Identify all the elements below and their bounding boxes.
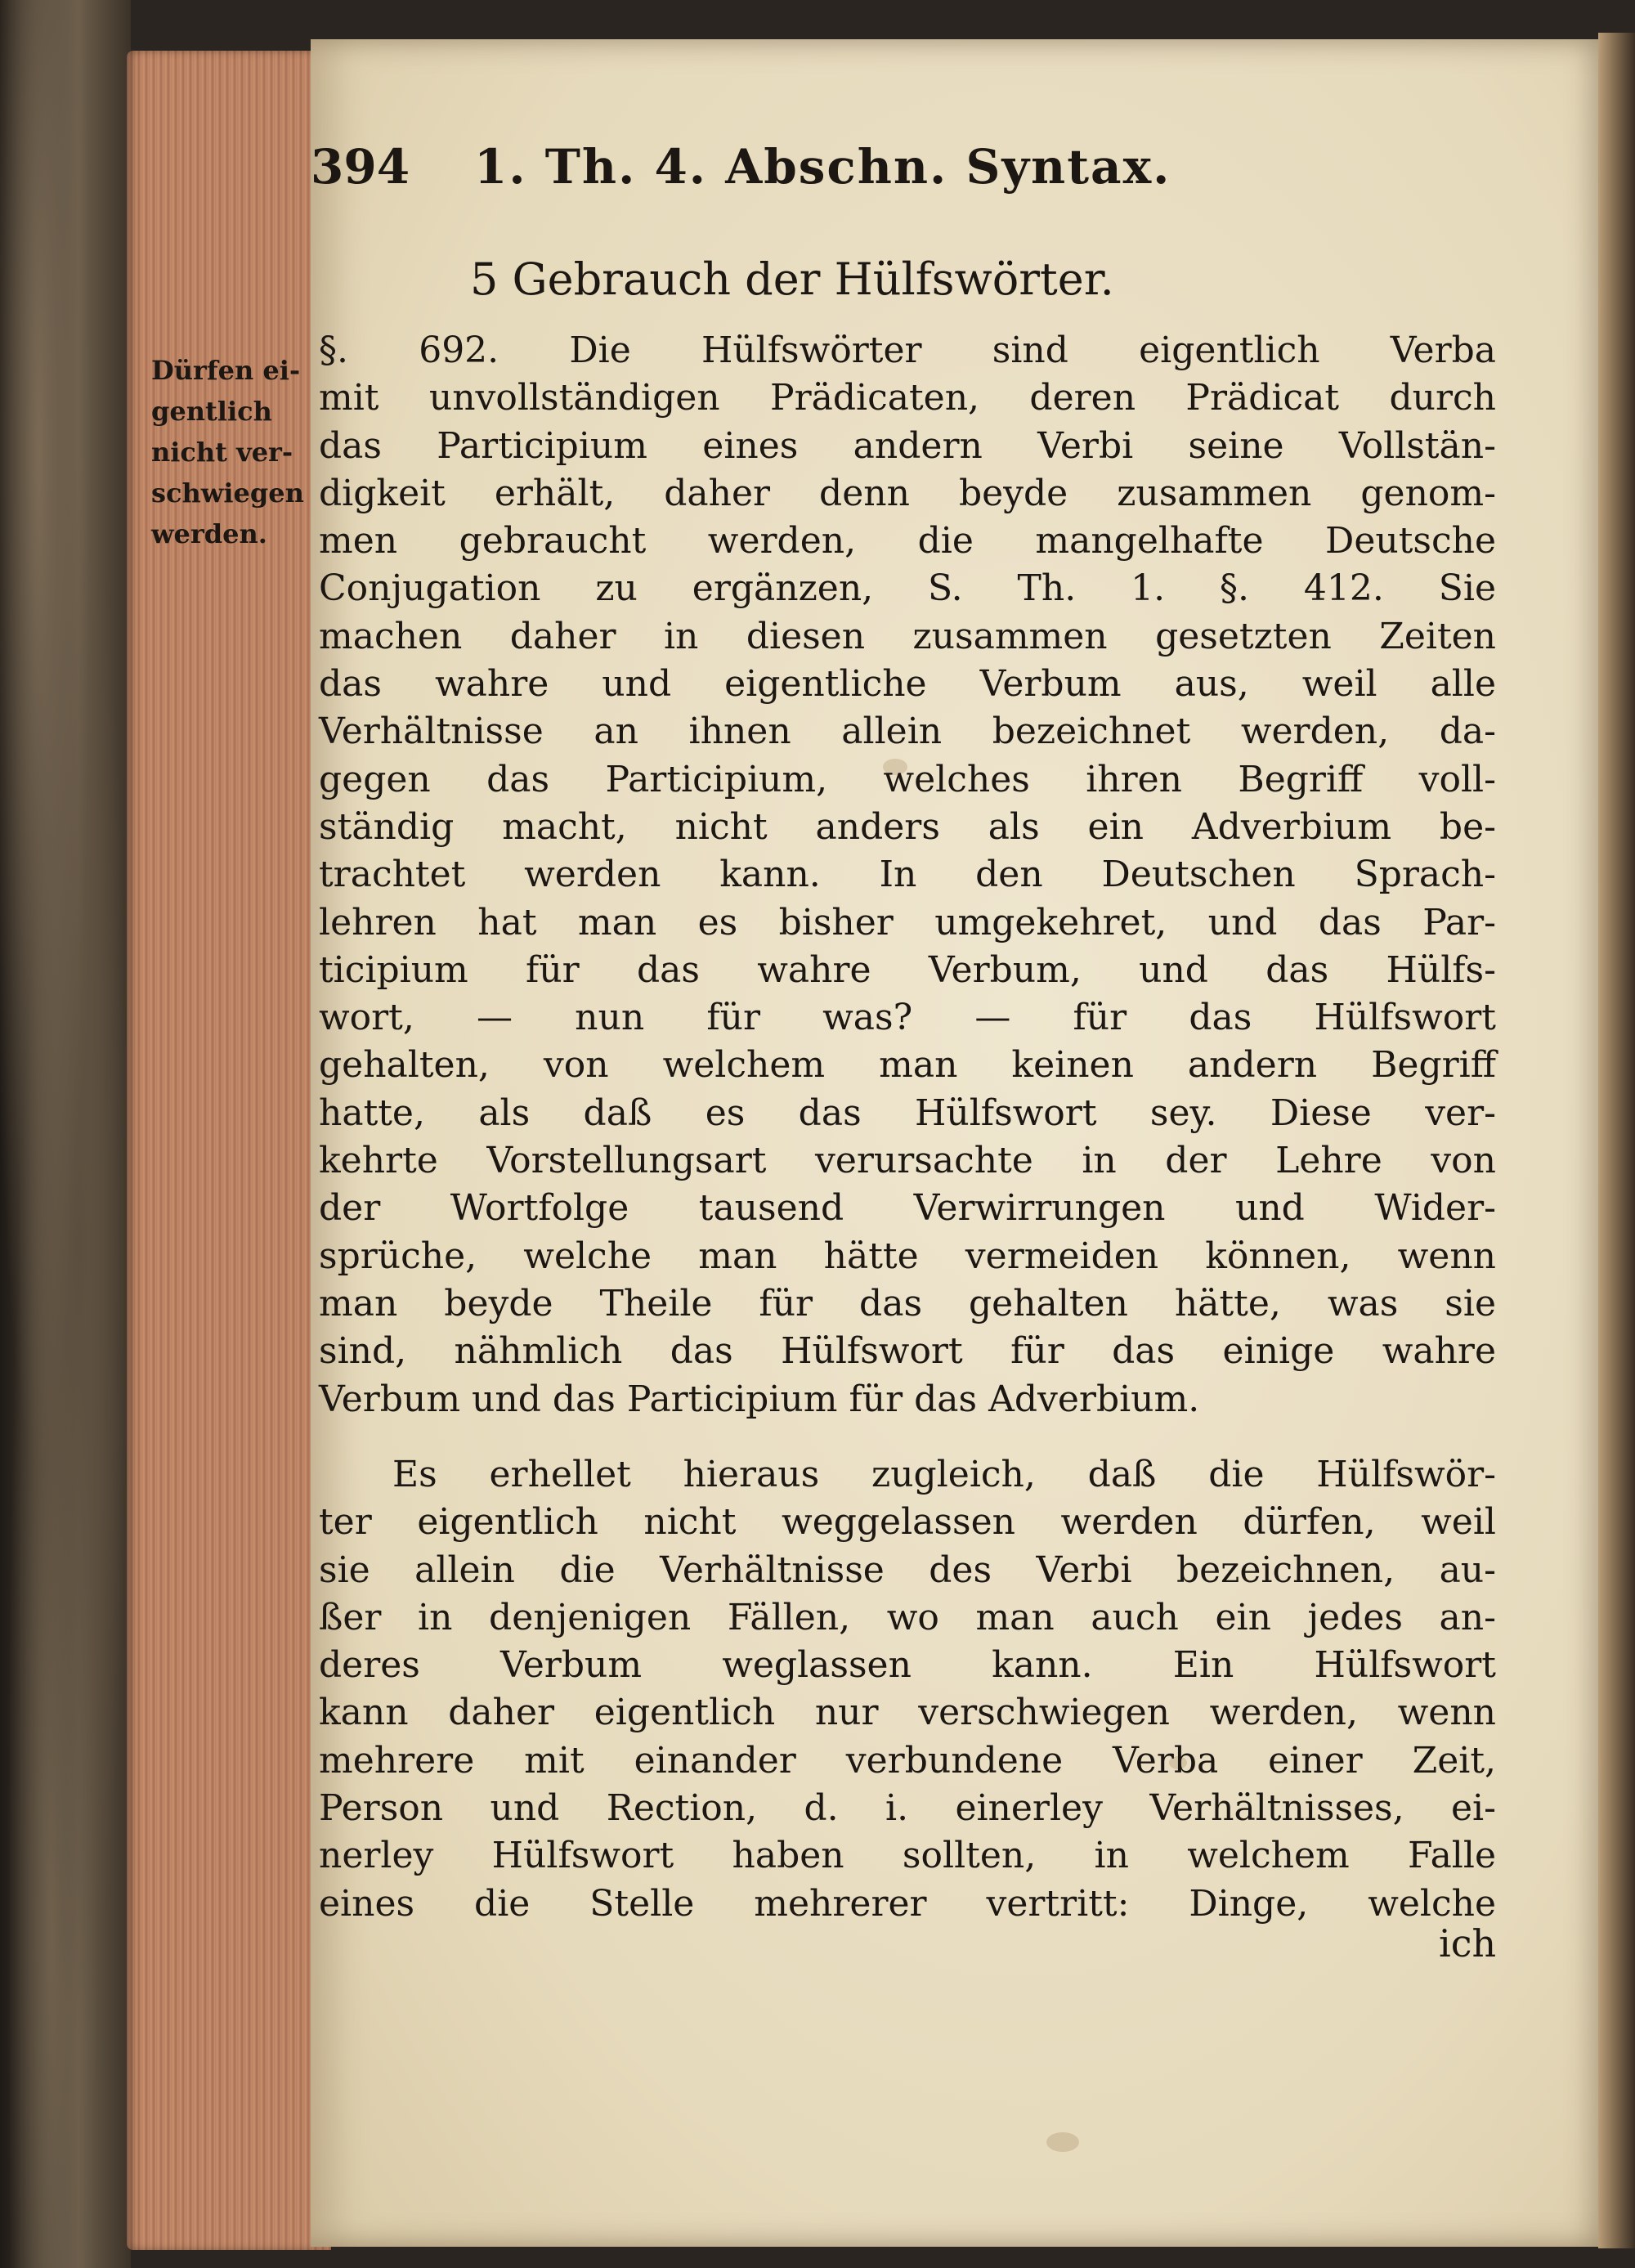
text-line: digkeit erhält, daher denn beyde zusammen genom-	[319, 472, 1496, 514]
margin-note	[151, 350, 315, 554]
text-line: ticipium für das wahre Verbum, und das Hülfs-	[319, 948, 1496, 991]
paragraph-1	[319, 327, 1496, 1423]
text-line: ständig macht, nicht anders als ein Adverbium be-	[319, 805, 1496, 848]
text-line: ter eigentlich nicht weggelassen werden dürfen, weil	[319, 1501, 1496, 1544]
text-line: Verhältnisse an ihnen allein bezeichnet werden, da-	[319, 710, 1496, 753]
text-line: kehrte Vorstellungsart verursachte in der Lehre von	[319, 1140, 1496, 1182]
text-line: mehrere mit einander verbundene Verba einer Zeit,	[319, 1739, 1496, 1782]
text-line: der Wortfolge tausend Verwirrungen und Wider-	[319, 1187, 1496, 1230]
margin-note-line: werden.	[151, 518, 267, 549]
text-line: gehalten, von welchem man keinen andern Begriff	[319, 1044, 1496, 1087]
text-line: Person und Rection, d. i. einerley Verhältnisses, ei-	[319, 1787, 1496, 1830]
text-line: lehren hat man es bisher umgekehret, und das Par-	[319, 901, 1496, 944]
book-cover	[0, 0, 131, 2268]
text-line: das wahre und eigentliche Verbum aus, weil alle	[319, 663, 1496, 706]
text-line: trachtet werden kann. In den Deutschen Sprach-	[319, 854, 1496, 896]
page-gutter-shadow	[1598, 33, 1635, 2248]
text-line: man beyde Theile für das gehalten hätte, was sie	[319, 1282, 1496, 1324]
margin-note-line: gentlich	[151, 396, 272, 427]
margin-note-line: nicht ver-	[151, 437, 293, 468]
text-line: kann daher eigentlich nur verschwiegen werden, wenn	[319, 1692, 1496, 1734]
text-line: das Participium eines andern Verbi seine Vollstän-	[319, 424, 1496, 467]
text-line: Verbum und das Participium für das Adverbium.	[319, 1378, 1200, 1420]
text-line: Conjugation zu ergänzen, S. Th. 1. §. 412. Sie	[319, 567, 1496, 610]
text-line: Es erhellet hieraus zugleich, daß die Hülfswör-	[392, 1454, 1496, 1495]
text-line: sie allein die Verhältnisse des Verbi bezeichnen, au-	[319, 1549, 1496, 1591]
text-line: hatte, als daß es das Hülfswort sey. Diese ver-	[319, 1091, 1496, 1134]
section-title: 5 Gebrauch der Hülfswörter.	[470, 253, 1114, 305]
text-line: machen daher in diesen zusammen gesetzten Zeiten	[319, 615, 1496, 657]
catchword: ich	[1439, 1921, 1497, 1965]
text-line: deres Verbum weglassen kann. Ein Hülfswort	[319, 1644, 1496, 1687]
paragraph-2	[319, 1451, 1496, 1928]
text-line: wort, — nun für was? — für das Hülfswort	[319, 997, 1496, 1039]
text-line: §. 692. Die Hülfswörter sind eigentlich Verba	[319, 329, 1496, 371]
text-line: ßer in denjenigen Fällen, wo man auch ein jedes an-	[319, 1596, 1496, 1638]
text-line: mit unvollständigen Prädicaten, deren Prädicat durch	[319, 377, 1496, 419]
text-line: sprüche, welche man hätte vermeiden können, wenn	[319, 1235, 1496, 1277]
text-line: nerley Hülfswort haben sollten, in welchem Falle	[319, 1835, 1496, 1877]
page-number: 394	[311, 139, 410, 195]
paper-spot	[1046, 2132, 1079, 2152]
text-line: men gebraucht werden, die mangelhafte Deutsche	[319, 520, 1496, 563]
text-line: gegen das Participium, welches ihren Begriff voll-	[319, 758, 1496, 800]
text-line: eines die Stelle mehrerer vertritt: Dinge, welche	[319, 1882, 1496, 1925]
margin-note-line: Dürfen ei-	[151, 355, 301, 386]
text-line: sind, nähmlich das Hülfswort für das einige wahre	[319, 1330, 1496, 1373]
margin-note-line: schwiegen	[151, 477, 304, 509]
running-head: 1. Th. 4. Abschn. Syntax.	[474, 139, 1171, 195]
